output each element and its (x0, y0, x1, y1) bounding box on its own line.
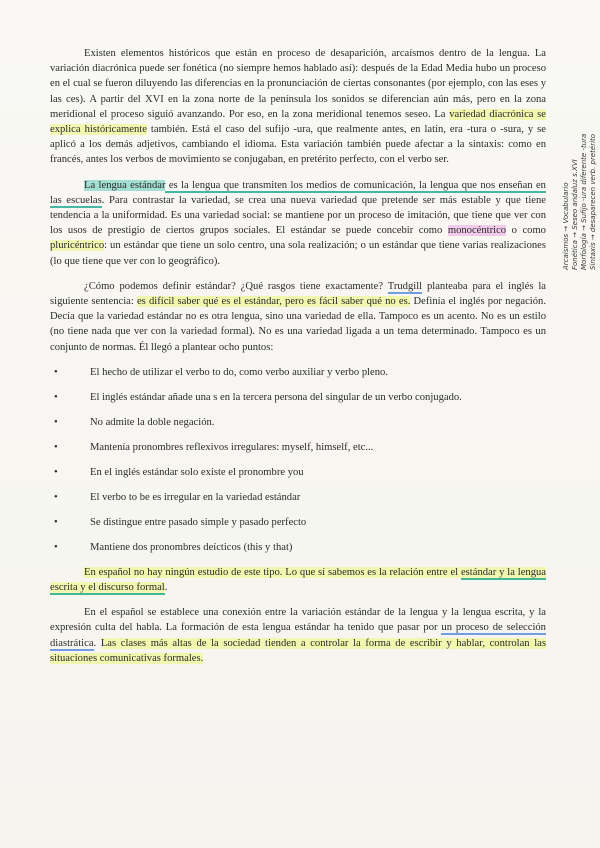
bullet: • (54, 541, 58, 553)
highlight-upper-classes: Las clases más altas de la sociedad tienden a controlar la forma de escribir y hablar, controlan las situaciones comunicativas formales. (50, 637, 547, 664)
underline-schools: , la lengua que nos enseñan en las escuelas (50, 179, 546, 206)
highlight-monocentric: monocéntrico (447, 225, 507, 237)
highlight-sentence: es difícil saber qué es el estándar, pero es fácil saber qué no es. (136, 296, 411, 308)
underline-diastratic: un proceso de selección diastrática (50, 622, 546, 649)
highlight-pluricentric: pluricéntrico (50, 240, 105, 252)
highlight-diachronic: variedad diacrónica se explica históricamente (50, 108, 547, 136)
underline-media: es la lengua que transmiten los medios de comunicación (165, 179, 414, 191)
underline-trudgill: Trudgill (387, 280, 423, 292)
eight-points-list (50, 365, 546, 555)
list-item: • Mantenía pronombres reflexivos irregulares: myself, himself, etc... (50, 440, 546, 455)
list-item: • En el inglés estándar solo existe el pronombre you (50, 465, 546, 480)
bullet: • (54, 516, 58, 528)
paragraph-spanish-study: En español no hay ningún estudio de este tipo. Lo que sí sabemos es la relación entre el estándar y la lengua escrita y el discurso formal. (50, 566, 546, 594)
list-item: • El inglés estándar añade una s en la tercera persona del singular de un verbo conjugado. (50, 390, 546, 405)
paragraph-trudgill: ¿Cómo podemos definir estándar? ¿Qué rasgos tiene exactamente? Trudgill planteaba para el inglés la siguiente sentencia: es difícil saber qué es el estándar, pero es fácil saber qué no es. Definía el inglés por negación. Decía que la variedad estándar no es otra lengua, sino una variedad de ella. Tampoco es un acento. No es un estilo (no tiene nada que ver con la variedad formal). No es una variedad ligada a un tema determinado. Tampoco es un conjunto de normas. Él llegó a plantear ocho puntos: (50, 280, 546, 353)
paragraph-standard-language: La lengua estándar es la lengua que transmiten los medios de comunicación, la lengua que nos enseñan en las escuelas. Para contrastar la variedad, se crea una nueva variedad que pretende ser más estable y que tiene tendencia a la uniformidad. Es una variedad social: se mantiene por un proceso de imitación, que tiene que ver con los usos de prestigio de ciertos grupos sociales. El estándar se puede concebir como monocéntrico o como pluricéntrico: un estándar que tiene un solo centro, una sola realización; o un estándar que tiene varias realizaciones (lo que tiene que ver con lo geográfico). (50, 179, 547, 267)
paragraph-diachronic: Existen elementos históricos que están en proceso de desaparición, arcaísmos dentro de la lengua. La variación diacrónica puede ser fonética (no siempre hemos hablado así): después de la Edad Media hubo un proceso en el cual se fueron diluyendo las diferencias en la pronunciación de ciertas consonantes (por ejemplo, con las eses y las ces). A partir del XVI en la zona norte de la península los sonidos se diferencian aún más, pero en la zona meridional el proceso siguió avanzando. Por eso, en la zona meridional tenemos seseo. La variedad diacrónica se explica históricamente también. Está el caso del sufijo -ura, que realmente antes, en latín, era -tura o -sura, y se aplicó a los demás adjetivos, cambiando el idioma. Esta variación también puede afectar a la sintaxis: como en francés, antes los verbos de movimiento se conjugaban, en pretérito perfecto, con el verbo ser. (50, 48, 547, 166)
margin-note-line: Fonética → Seseo andaluz s.XVI (571, 159, 579, 270)
list-item: • No admite la doble negación. (50, 415, 546, 430)
paragraph-diastratic: En el español se establece una conexión entre la variación estándar de la lengua y la lengua escrita, y la expresión culta del habla. La formación de esta lengua estándar ha tenido que pasar por un proceso de selección diastrática. Las clases más altas de la sociedad tienden a controlar la forma de escribir y hablar, controlan las situaciones comunicativas formales. (50, 607, 547, 664)
list-item: • El hecho de utilizar el verbo to do, como verbo auxiliar y verbo pleno. (50, 365, 546, 380)
bullet: • (54, 416, 58, 428)
margin-note-line: Morfología → Sufijo -ura diferente -tura (580, 133, 588, 270)
bullet: • (54, 391, 58, 403)
margin-note-line: Sintaxis → desaparecen verb. pretérito (589, 133, 597, 270)
document-body (50, 46, 546, 676)
list-item: • Mantiene dos pronombres deícticos (this y that) (50, 540, 546, 555)
margin-note-line: Arcaísmos → Vocabulario (562, 182, 570, 270)
highlight-standard-language: La lengua estándar (84, 179, 166, 191)
bullet: • (54, 441, 58, 453)
bullet: • (54, 466, 58, 478)
highlight-written-language: estándar y la lengua escrita y el discurso formal (50, 566, 546, 594)
list-item: • El verbo to be es irregular en la variedad estándar (50, 490, 546, 505)
list-item: • Se distingue entre pasado simple y pasado perfecto (50, 515, 546, 530)
bullet: • (54, 491, 58, 503)
bullet: • (54, 366, 58, 378)
handwritten-margin-note (560, 40, 600, 270)
